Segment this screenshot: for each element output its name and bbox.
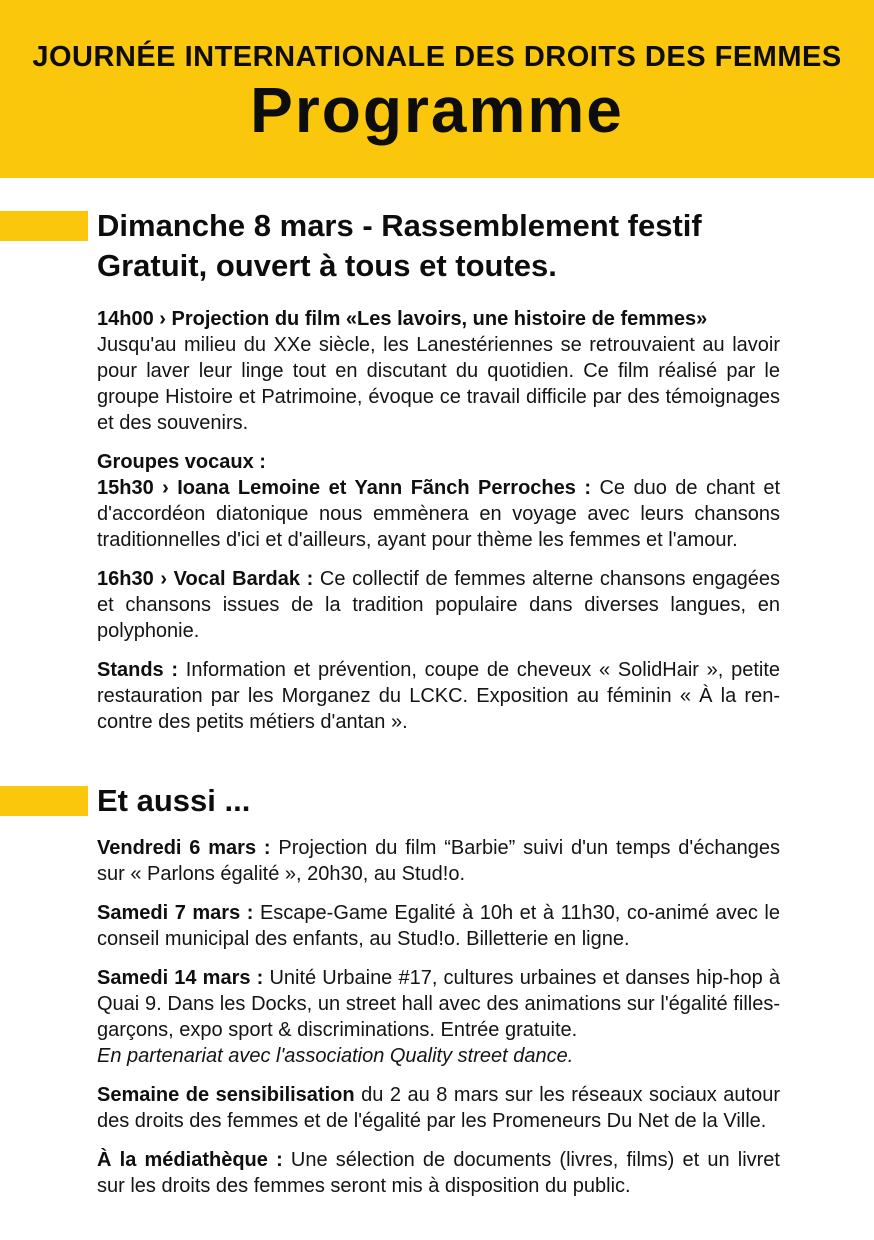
saturday-7-paragraph bbox=[97, 900, 780, 952]
friday-6-colon: : bbox=[256, 837, 279, 859]
saturday-7-text: Escape-Game Egalité à 10h et à 11h30, co-animé avec le conseil municipal des enfants, au Stud!o. Billetterie en ligne. bbox=[97, 902, 781, 950]
vocal-groups-text: Ce duo de chant et d'accordéon diatonique nous emmènera en voyage avec leurs chansons traditionnelles d'ici et d'ailleurs, ayant pour thème les femmes et l'amour. bbox=[97, 477, 780, 551]
stands-lead: Stands : bbox=[97, 659, 186, 681]
vocal-bardak-paragraph bbox=[97, 566, 780, 644]
film-screening-paragraph bbox=[97, 306, 780, 436]
mediatheque-paragraph bbox=[97, 1147, 780, 1199]
awareness-week-text: du 2 au 8 mars sur les réseaux sociaux autour des droits des femmes et de l'égalité par les Promeneurs Du Net de la Ville. bbox=[97, 1084, 781, 1132]
also-heading-text: Et aussi ... bbox=[97, 783, 251, 818]
yellow-accent-bar bbox=[0, 786, 88, 816]
friday-6-paragraph bbox=[97, 835, 780, 887]
event-supertitle: JOURNÉE INTERNATIONALE DES DROITS DES FEMMES bbox=[32, 41, 842, 73]
sunday-heading-line-2: Gratuit, ouvert à tous et toutes. bbox=[97, 248, 557, 283]
film-screening-text: Jusqu'au milieu du XXe siècle, les Lanestériennes se retrouvaient au lavoir pour laver leur linge tout en discutant du quotidien. Ce film réalisé par le groupe Histoire et Patrimoine, évoque ce travail difficile par des témoignages et des souvenirs. bbox=[97, 334, 780, 434]
film-screening-lead: 14h00 › Projection du film «Les lavoirs, une histoire de femmes» bbox=[97, 308, 708, 330]
header-banner bbox=[0, 0, 874, 178]
stands-paragraph bbox=[97, 657, 780, 735]
mediatheque-lead: À la médiathèque : bbox=[97, 1149, 291, 1171]
stands-text: Information et prévention, coupe de cheveux « SolidHair », petite restauration par les Morganez du LCKC. Exposition au féminin « À la rencontre des petits métiers d'antan ». bbox=[97, 659, 781, 733]
friday-6-lead: Vendredi 6 mars bbox=[97, 837, 257, 859]
vocal-groups-lead: 15h30 › Ioana Lemoine et Yann Fãnch Perroches : bbox=[97, 477, 600, 499]
yellow-accent-bar bbox=[0, 211, 88, 241]
vocal-bardak-lead: 16h30 › Vocal Bardak : bbox=[97, 568, 320, 590]
sunday-section-heading bbox=[97, 206, 784, 286]
friday-6-text: Projection du film “Barbie” suivi d'un temps d'échanges sur « Parlons égalité », 20h30, au Stud!o. bbox=[97, 837, 780, 885]
vocal-groups-paragraph bbox=[97, 449, 780, 553]
saturday-7-lead: Samedi 7 mars : bbox=[97, 902, 260, 924]
awareness-week-paragraph bbox=[97, 1082, 780, 1134]
saturday-14-lead: Samedi 14 mars : bbox=[97, 967, 270, 989]
awareness-week-lead: Semaine de sensibilisation bbox=[97, 1084, 362, 1106]
event-title: Programme bbox=[250, 73, 624, 146]
also-section-heading bbox=[97, 781, 784, 821]
saturday-14-text: Unité Urbaine #17, cultures urbaines et danses hip-hop à Quai 9. Dans les Docks, un street hall avec des animations sur l'égalité filles-garçons, expo sport & discriminations. Entrée gratuite. bbox=[97, 967, 780, 1041]
mediatheque-text: Une sélection de documents (livres, films) et un livret sur les droits des femmes seront mis à disposition du public. bbox=[97, 1149, 780, 1197]
saturday-14-paragraph bbox=[97, 965, 780, 1069]
vocal-bardak-text: Ce collectif de femmes alterne chansons engagées et chansons issues de la tradition populaire dans diverses langues, en polyphonie. bbox=[97, 568, 781, 642]
vocal-groups-label: Groupes vocaux : bbox=[97, 451, 266, 473]
partnership-note: En partenariat avec l'association Quality street dance. bbox=[97, 1045, 574, 1067]
sunday-heading-line-1: Dimanche 8 mars - Rassemblement festif bbox=[97, 208, 702, 243]
